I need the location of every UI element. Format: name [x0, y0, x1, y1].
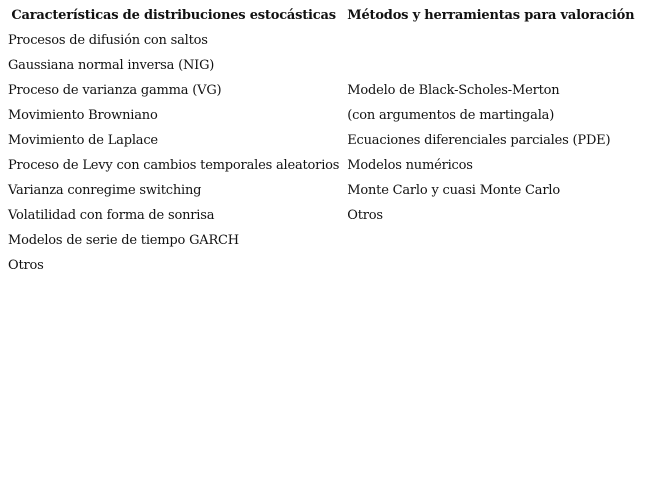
- method-cell: (con argumentos de martingala): [347, 108, 555, 123]
- table-row: [4, 53, 638, 78]
- characteristic-cell: Proceso de varianza gamma (VG): [8, 83, 222, 98]
- characteristic-cell: Movimiento de Laplace: [8, 133, 158, 148]
- table-header: [4, 4, 638, 28]
- column-header-methods: Métodos y herramientas para valoración: [347, 8, 635, 23]
- table-row: [4, 253, 638, 278]
- characteristic-cell: Modelos de serie de tiempo GARCH: [8, 233, 239, 248]
- methods-table: [4, 4, 638, 278]
- characteristic-cell: Gaussiana normal inversa (NIG): [8, 58, 215, 73]
- characteristic-cell: Volatilidad con forma de sonrisa: [8, 208, 215, 223]
- method-cell: Otros: [347, 208, 383, 223]
- table-body: [4, 28, 638, 278]
- characteristic-cell: Movimiento Browniano: [8, 108, 158, 123]
- table-row: [4, 153, 638, 178]
- method-cell: [343, 28, 638, 53]
- characteristic-cell: Otros: [8, 258, 44, 273]
- method-cell: Modelo de Black-Scholes-Merton: [347, 83, 560, 98]
- table-row: [4, 228, 638, 253]
- method-cell: [343, 253, 638, 278]
- method-cell: [343, 53, 638, 78]
- characteristic-cell: Varianza conregime switching: [8, 183, 202, 198]
- column-header-characteristics: Características de distribuciones estocásticas: [11, 8, 336, 23]
- method-cell: Modelos numéricos: [347, 158, 473, 173]
- method-cell: [343, 228, 638, 253]
- header-row: [4, 4, 638, 28]
- table-row: [4, 103, 638, 128]
- table-row: [4, 128, 638, 153]
- characteristic-cell: Proceso de Levy con cambios temporales aleatorios: [8, 158, 340, 173]
- method-cell: Monte Carlo y cuasi Monte Carlo: [347, 183, 560, 198]
- method-cell: Ecuaciones diferenciales parciales (PDE): [347, 133, 611, 148]
- table-row: [4, 203, 638, 228]
- table-row: [4, 28, 638, 53]
- characteristic-cell: Procesos de difusión con saltos: [8, 33, 208, 48]
- table-row: [4, 178, 638, 203]
- table-row: [4, 78, 638, 103]
